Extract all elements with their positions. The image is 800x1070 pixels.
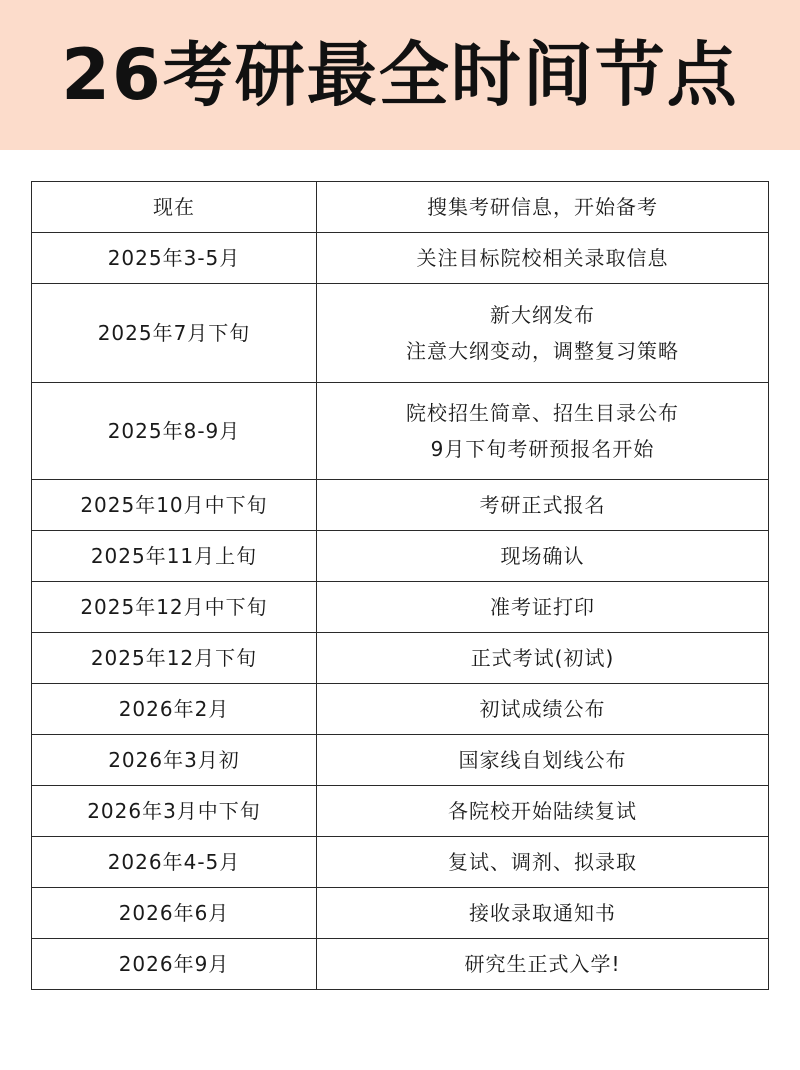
time-cell: 2025年3-5月 bbox=[32, 233, 317, 284]
event-cell: 接收录取通知书 bbox=[317, 888, 769, 939]
event-cell: 复试、调剂、拟录取 bbox=[317, 837, 769, 888]
time-cell: 2026年4-5月 bbox=[32, 837, 317, 888]
table-row bbox=[32, 383, 769, 480]
page-title: 26考研最全时间节点 bbox=[61, 34, 739, 116]
event-cell: 现场确认 bbox=[317, 531, 769, 582]
table-row bbox=[32, 837, 769, 888]
table-row bbox=[32, 233, 769, 284]
table-row bbox=[32, 531, 769, 582]
event-cell: 搜集考研信息，开始备考 bbox=[317, 182, 769, 233]
time-cell: 现在 bbox=[32, 182, 317, 233]
table-row bbox=[32, 888, 769, 939]
table-row bbox=[32, 735, 769, 786]
time-cell: 2026年3月初 bbox=[32, 735, 317, 786]
time-cell: 2026年3月中下旬 bbox=[32, 786, 317, 837]
event-cell: 正式考试(初试) bbox=[317, 633, 769, 684]
event-cell: 关注目标院校相关录取信息 bbox=[317, 233, 769, 284]
table-row bbox=[32, 480, 769, 531]
event-cell: 国家线自划线公布 bbox=[317, 735, 769, 786]
table-row bbox=[32, 684, 769, 735]
schedule-body bbox=[32, 182, 769, 990]
time-cell: 2026年6月 bbox=[32, 888, 317, 939]
time-cell: 2026年2月 bbox=[32, 684, 317, 735]
time-cell: 2025年11月上旬 bbox=[32, 531, 317, 582]
table-row bbox=[32, 633, 769, 684]
event-cell: 准考证打印 bbox=[317, 582, 769, 633]
event-cell: 各院校开始陆续复试 bbox=[317, 786, 769, 837]
time-cell: 2026年9月 bbox=[32, 939, 317, 990]
time-cell: 2025年12月下旬 bbox=[32, 633, 317, 684]
event-cell: 院校招生简章、招生目录公布 9月下旬考研预报名开始 bbox=[317, 383, 769, 480]
table-row bbox=[32, 284, 769, 383]
event-cell: 初试成绩公布 bbox=[317, 684, 769, 735]
time-cell: 2025年7月下旬 bbox=[32, 284, 317, 383]
table-row bbox=[32, 939, 769, 990]
schedule-table bbox=[31, 181, 769, 990]
table-row bbox=[32, 182, 769, 233]
time-cell: 2025年8-9月 bbox=[32, 383, 317, 480]
table-row bbox=[32, 582, 769, 633]
event-cell: 考研正式报名 bbox=[317, 480, 769, 531]
time-cell: 2025年12月中下旬 bbox=[32, 582, 317, 633]
table-row bbox=[32, 786, 769, 837]
time-cell: 2025年10月中下旬 bbox=[32, 480, 317, 531]
event-cell: 研究生正式入学! bbox=[317, 939, 769, 990]
event-cell: 新大纲发布 注意大纲变动，调整复习策略 bbox=[317, 284, 769, 383]
title-banner bbox=[0, 0, 800, 150]
